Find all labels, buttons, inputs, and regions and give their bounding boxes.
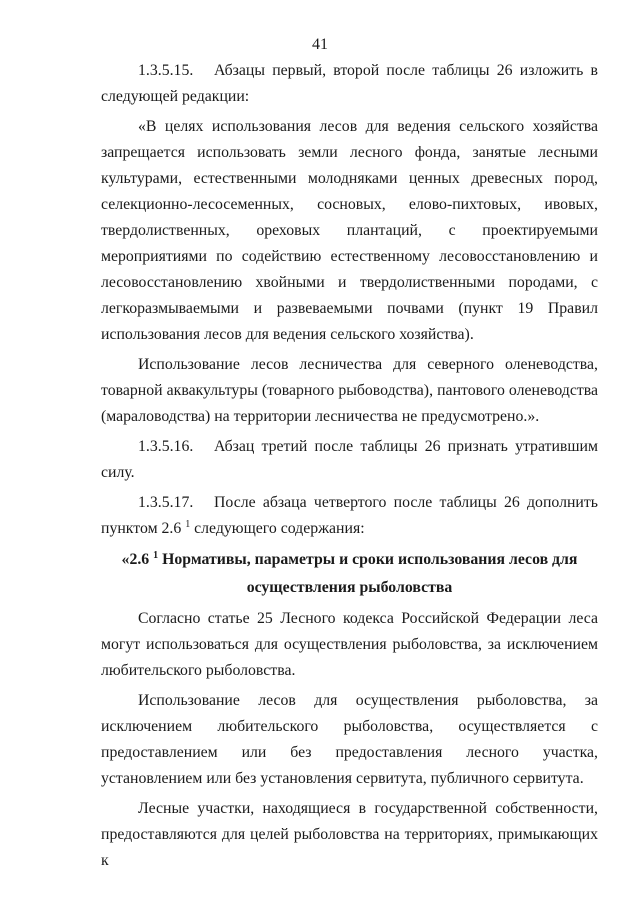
- paragraph-text: Абзац третий после таблицы 26 признать утратившим силу.: [101, 438, 598, 481]
- paragraph-state-land: Лесные участки, находящиеся в государственной собственности, предоставляются для целей рыболовства на территориях, примыкающих к: [101, 800, 598, 869]
- heading-text: Нормативы, параметры и сроки использования лесов для осуществления рыболовства: [158, 551, 578, 596]
- heading-superscript: 1: [153, 550, 159, 561]
- quoted-paragraph-reindeer: Использование лесов лесничества для северного оленеводства, товарной аквакультуры (товарного рыбоводства), пантового оленеводства (мараловодства) на территории лесничества не предусмотрено.».: [101, 356, 598, 425]
- paragraph-fishing-use: Использование лесов для осуществления рыболовства, за исключением любительского рыболовства, осуществляется с предоставлением или без предоставления лесного участка, установлением или без установления сервитута, публичного сервитута.: [101, 692, 598, 787]
- superscript: 1: [185, 519, 191, 530]
- paragraph-text-tail: следующего содержания:: [190, 520, 365, 537]
- paragraph-1-3-5-16: [101, 434, 598, 486]
- quoted-paragraph-restrictions: «В целях использования лесов для ведения сельского хозяйства запрещается использовать земли лесного фонда, занятые лесными культурами, естественными молодняками ценных древесных пород, селекционно-лесосеменных, сосновых, елово-пихтовых, ивовых, твердолиственных, ореховых плантаций, с проектируемыми мероприятиями по содействию естественному лесовосстановлению и лесовосстановлению хвойными и твердолиственными породами, с легкоразмываемыми и развеваемыми почвами (пункт 19 Правил использования лесов для ведения сельского хозяйства).: [101, 118, 598, 343]
- heading-prefix: «2.6: [121, 551, 150, 568]
- paragraph-text: После абзаца четвертого после таблицы 26 дополнить пунктом 2.6: [101, 494, 598, 537]
- page-number: 41: [312, 36, 328, 53]
- section-heading: [101, 546, 598, 602]
- paragraph-article-25: Согласно статье 25 Лесного кодекса Российской Федерации леса могут использоваться для осуществления рыболовства, за исключением любительского рыболовства.: [101, 610, 598, 679]
- clause-number: 1.3.5.15.: [138, 62, 194, 79]
- clause-number: 1.3.5.17.: [138, 494, 194, 511]
- document-body: [101, 58, 598, 878]
- paragraph-text: Абзацы первый, второй после таблицы 26 изложить в следующей редакции:: [101, 62, 598, 105]
- clause-number: 1.3.5.16.: [138, 438, 194, 455]
- paragraph-1-3-5-15: [101, 58, 598, 110]
- paragraph-1-3-5-17: [101, 490, 598, 542]
